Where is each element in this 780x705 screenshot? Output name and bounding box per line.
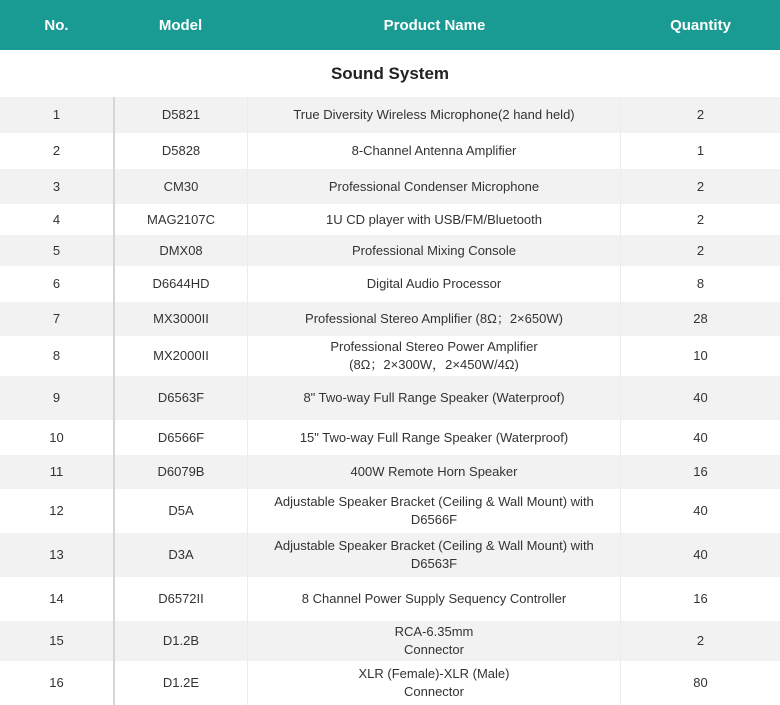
cell-quantity: 2: [696, 178, 705, 194]
cell-model: D3A: [113, 533, 248, 577]
cell-model: D5821: [113, 97, 248, 133]
product-name-line: D6566F: [410, 512, 458, 527]
product-name-line: Connector: [404, 684, 464, 699]
cell-quantity: 40: [693, 503, 708, 518]
product-name-line: Professional Mixing Console: [351, 242, 517, 258]
table-row: [0, 235, 780, 266]
cell-quantity: 2: [696, 242, 705, 258]
table-row: [0, 489, 780, 533]
header-model: Model: [158, 16, 203, 34]
cell-no: 1: [52, 107, 61, 122]
cell-quantity: 2: [696, 107, 705, 122]
cell-product-name: [248, 336, 621, 376]
cell-model: D5A: [113, 489, 248, 533]
cell-product-name: [248, 455, 621, 489]
table-header: [0, 0, 780, 50]
cell-product-name: [248, 133, 621, 169]
cell-no: 12: [49, 503, 64, 518]
product-name-line: (8Ω；2×300W，2×450W/4Ω): [349, 357, 519, 372]
cell-model: MX2000II: [113, 336, 248, 376]
cell-product-name: [248, 302, 621, 336]
cell-no: 11: [49, 464, 64, 479]
cell-model: D5828: [113, 133, 248, 169]
cell-product-name: [248, 235, 621, 266]
cell-quantity: 40: [693, 390, 708, 405]
product-name-line: Professional Stereo Power Amplifier: [330, 339, 538, 354]
cell-model: D1.2B: [113, 621, 248, 661]
product-name-line: Adjustable Speaker Bracket (Ceiling & Wall Mount) with: [274, 538, 594, 553]
table-row: [0, 621, 780, 661]
cell-model: D6079B: [113, 455, 248, 489]
cell-model: D6572II: [113, 577, 248, 621]
table-row: [0, 661, 780, 705]
cell-product-name: [248, 661, 621, 705]
cell-no: 15: [49, 633, 64, 648]
product-name-line: 1U CD player with USB/FM/Bluetooth: [325, 211, 543, 227]
product-name-line: Digital Audio Processor: [366, 276, 502, 291]
cell-no: 7: [52, 311, 61, 326]
product-name-line: 8-Channel Antenna Amplifier: [351, 143, 517, 158]
cell-quantity: 16: [693, 591, 708, 606]
cell-no: 3: [52, 178, 61, 194]
product-name-line: Professional Condenser Microphone: [328, 178, 540, 194]
cell-quantity: 8: [696, 276, 705, 291]
header-quantity: Quantity: [670, 16, 731, 34]
cell-product-name: [248, 266, 621, 302]
cell-model: D1.2E: [113, 661, 248, 705]
cell-quantity: 40: [693, 547, 708, 562]
cell-quantity: 16: [693, 464, 708, 479]
product-name-line: Connector: [404, 642, 464, 657]
cell-no: 5: [52, 242, 61, 258]
table-row: [0, 169, 780, 204]
table-row: [0, 577, 780, 621]
header-no: No.: [44, 16, 69, 34]
cell-quantity: 40: [693, 429, 708, 445]
cell-quantity: 1: [696, 143, 705, 158]
table-row: [0, 97, 780, 133]
table-row: [0, 336, 780, 376]
table-row: [0, 533, 780, 577]
cell-no: 13: [49, 547, 64, 562]
cell-product-name: [248, 204, 621, 235]
cell-no: 9: [52, 390, 61, 405]
cell-product-name: [248, 489, 621, 533]
product-name-line: RCA-6.35mm: [394, 624, 474, 639]
cell-no: 16: [49, 675, 64, 690]
product-name-line: 8 Channel Power Supply Sequency Controller: [301, 591, 567, 606]
cell-model: DMX08: [113, 235, 248, 266]
cell-model: D6644HD: [113, 266, 248, 302]
header-product-name: Product Name: [383, 16, 486, 34]
cell-product-name: [248, 420, 621, 455]
product-name-line: Professional Stereo Amplifier (8Ω；2×650W): [305, 311, 563, 326]
cell-product-name: [248, 376, 621, 420]
table-body: [0, 97, 780, 705]
cell-quantity: 2: [696, 633, 705, 648]
table-row: [0, 376, 780, 420]
cell-quantity: 28: [693, 311, 708, 326]
cell-product-name: [248, 621, 621, 661]
cell-product-name: [248, 533, 621, 577]
product-name-line: Adjustable Speaker Bracket (Ceiling & Wall Mount) with: [274, 494, 594, 509]
cell-product-name: [248, 169, 621, 204]
table-row: [0, 204, 780, 235]
product-name-line: True Diversity Wireless Microphone(2 hand held): [293, 107, 575, 122]
cell-product-name: [248, 97, 621, 133]
cell-quantity: 2: [696, 211, 705, 227]
cell-no: 10: [49, 429, 64, 445]
cell-quantity: 80: [693, 675, 708, 690]
cell-model: D6563F: [113, 376, 248, 420]
cell-model: MX3000II: [113, 302, 248, 336]
table-row: [0, 302, 780, 336]
product-name-line: 15" Two-way Full Range Speaker (Waterproof): [299, 429, 569, 445]
product-name-line: 8" Two-way Full Range Speaker (Waterproof): [303, 390, 565, 405]
cell-no: 6: [52, 276, 61, 291]
table-row: [0, 266, 780, 302]
table-row: [0, 420, 780, 455]
cell-no: 2: [52, 143, 61, 158]
product-name-line: D6563F: [410, 556, 458, 571]
cell-model: MAG2107C: [113, 204, 248, 235]
cell-no: 8: [52, 348, 61, 363]
cell-no: 14: [49, 591, 64, 606]
cell-model: D6566F: [113, 420, 248, 455]
cell-no: 4: [52, 211, 61, 227]
section-title: Sound System: [0, 50, 780, 97]
table-row: [0, 133, 780, 169]
cell-model: CM30: [113, 169, 248, 204]
product-name-line: 400W Remote Horn Speaker: [350, 464, 518, 479]
product-name-line: XLR (Female)-XLR (Male): [358, 666, 510, 681]
cell-quantity: 10: [693, 348, 708, 363]
table-row: [0, 455, 780, 489]
cell-product-name: [248, 577, 621, 621]
